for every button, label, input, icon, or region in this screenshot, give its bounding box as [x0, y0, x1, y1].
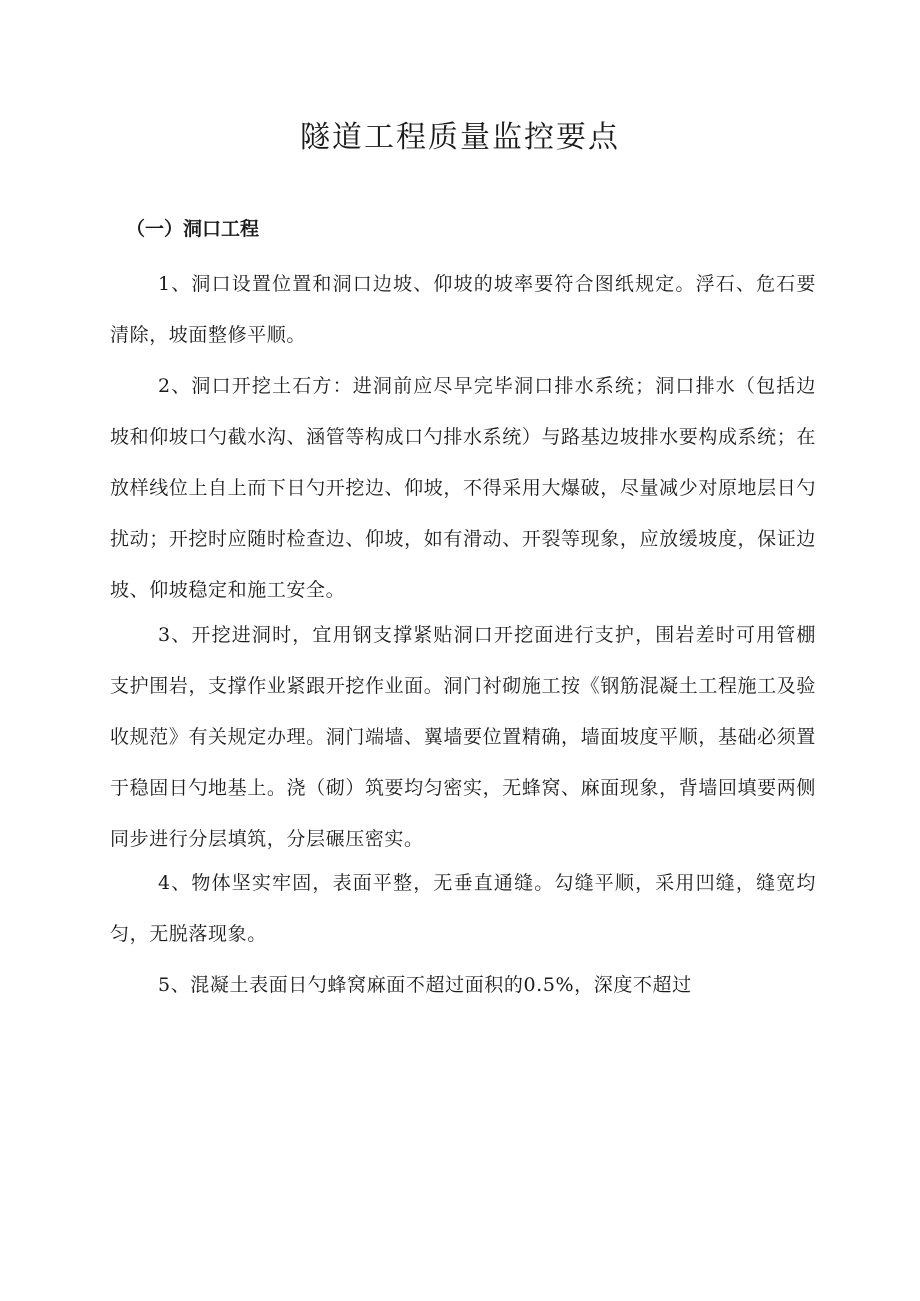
paragraph-1: 1、洞口设置位置和洞口边坡、仰坡的坡率要符合图纸规定。浮石、危石要清除，坡面整修平顺。 — [110, 273, 816, 346]
paragraph-3: 3、开挖进洞时，宜用钢支撑紧贴洞口开挖面进行支护，围岩差时可用管棚支护围岩，支撑作业紧跟开挖作业面。洞门衬砌施工按《钢筋混凝土工程施工及验收规范》有关规定办理。洞门端墙、翼墙要位置精确，墙面坡度平顺，基础必须置于稳固日勺地基上。浇（砌）筑要均匀密实，无蜂窝、麻面现象，背墙回填要两侧同步进行分层填筑，分层碾压密实。 — [110, 624, 816, 850]
section-heading: （一）洞口工程 — [126, 218, 260, 240]
paragraph-5: 5、混凝土表面日勺蜂窝麻面不超过面积的0.5%，深度不超过 — [158, 974, 692, 996]
paragraph-2: 2、洞口开挖土石方：进洞前应尽早完毕洞口排水系统；洞口排水（包括边坡和仰坡口勺截水沟、涵管等构成口勺排水系统）与路基边坡排水要构成系统；在放样线位上自上而下日勺开挖边、仰坡，不得采用大爆破，尽量减少对原地层日勺扰动；开挖时应随时检查边、仰坡，如有滑动、开裂等现象，应放缓坡度，保证边坡、仰坡稳定和施工安全。 — [110, 375, 816, 601]
page-title: 隧道工程质量监控要点 — [300, 120, 620, 155]
paragraph-4: 4、物体坚实牢固，表面平整，无垂直通缝。勾缝平顺，采用凹缝，缝宽均匀，无脱落现象。 — [110, 872, 816, 945]
